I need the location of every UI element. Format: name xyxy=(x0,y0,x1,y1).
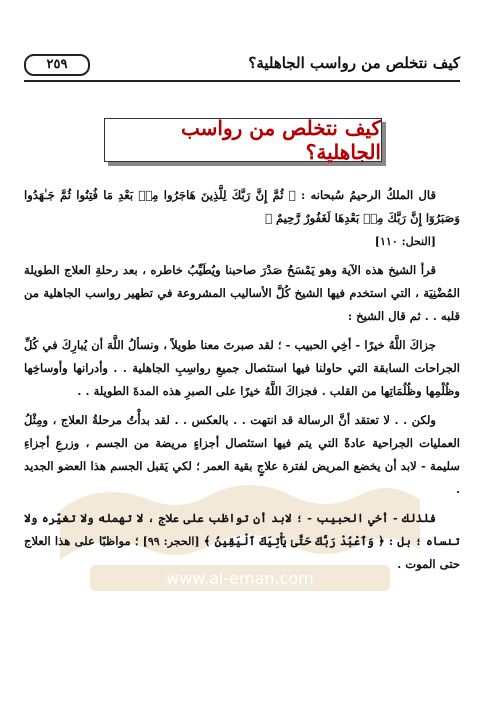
paragraph-3: جزاكَ اللَّهُ خيرًا - أخِي الحبيب - ؛ لقد صبرتَ معنا طويلاً ، ونسألُ اللَّهَ أن يُبارِكَ في كُلِّ الجراحات السابقة التي حاولنا فيها استئصال جميعِ رواسِبِ الجاهلية . . وأدرانها وأوساخِها وظُلْمِها وظُلُمَاتِها من القلب . فجزاكَ اللَّهُ خيرًا على الصبرِ هذه المدةَ الطويلة . . xyxy=(24,338,460,398)
chapter-title-box xyxy=(104,118,382,162)
watermark-domain: www.al-eman.com xyxy=(166,569,314,588)
paragraph-5 xyxy=(24,507,460,576)
paragraph-5-start: فلذلك - أخي الحبيب - ؛ لابد أن تواظب على علاج ، لا تهمله ولا تغيِّره ولا تنساه ؛ بل : xyxy=(24,511,460,548)
paragraph-2: قرأ الشيخ هذه الآية وهو يَمْسَحُ صَدْرَ صاحبنا ويُطَيِّبُ خاطره ، بعد رحلةِ العلاج الطويلة المُضْنِيَة ، التي استخدم فيها الشيخ كُلَّ الأساليب المشروعة في تطهير رواسب الجاهلية من قلبه . . ثم قال الشيخ : xyxy=(24,263,460,323)
running-title: كيف نتخلص من رواسب الجاهلية؟ xyxy=(248,54,460,72)
verse-reference-hijr: [الحجر: ٩٩] xyxy=(142,535,200,548)
chapter-title: كيف نتخلص من رواسب الجاهلية؟ xyxy=(181,116,381,164)
page-header xyxy=(24,54,460,76)
verse-reference-line xyxy=(24,230,460,253)
paragraph-1-intro: قال الملكُ الرحيمُ سُبحانه : xyxy=(295,188,436,202)
page-number: ٢٥٩ xyxy=(24,54,90,76)
quran-verse-hijr: ﴿ وَٱعْبُدْ رَبَّكَ حَتَّىٰ يَأْتِيَكَ ٱلْيَقِينُ ﴾ xyxy=(203,534,385,548)
body-text xyxy=(24,184,460,582)
verse-reference-nahl: [النحل: ١١٠] xyxy=(374,235,436,248)
paragraph-1 xyxy=(24,184,460,230)
quran-verse-nahl: ﴿ ثُمَّ إِنَّ رَبَّكَ لِلَّذِينَ هَاجَرُوا مِنۢ بَعْدِ مَا فُتِنُوا ثُمَّ جَـٰهَدُوا وَصَبَرُوٓا إِنَّ رَبَّكَ مِنۢ بَعْدِهَا لَغَفُورٌ رَّحِيمٌ ﴾ xyxy=(24,188,460,225)
paragraph-5-end: ؛ مواظبًا على هذا العلاج حتى الموت . xyxy=(24,534,460,571)
paragraph-4: ولكن . . لا تعتقد أنَّ الرسالة قد انتهت . . بالعكس . . لقد بدأْتُ مرحلةُ العلاج ، ومِثْلُ العمليات الجراحية عادةً التي يتم فيها استئصال أجزاءٍ مريضة من الجسم ، وزرعِ أجزاءِ سليمة - لابد أن يخضع المريض لفترة علاجٍ بقية العمر ؛ لكي يَقبل الجسم هذا العضو الجديد . xyxy=(24,413,460,496)
header-divider xyxy=(24,80,460,82)
